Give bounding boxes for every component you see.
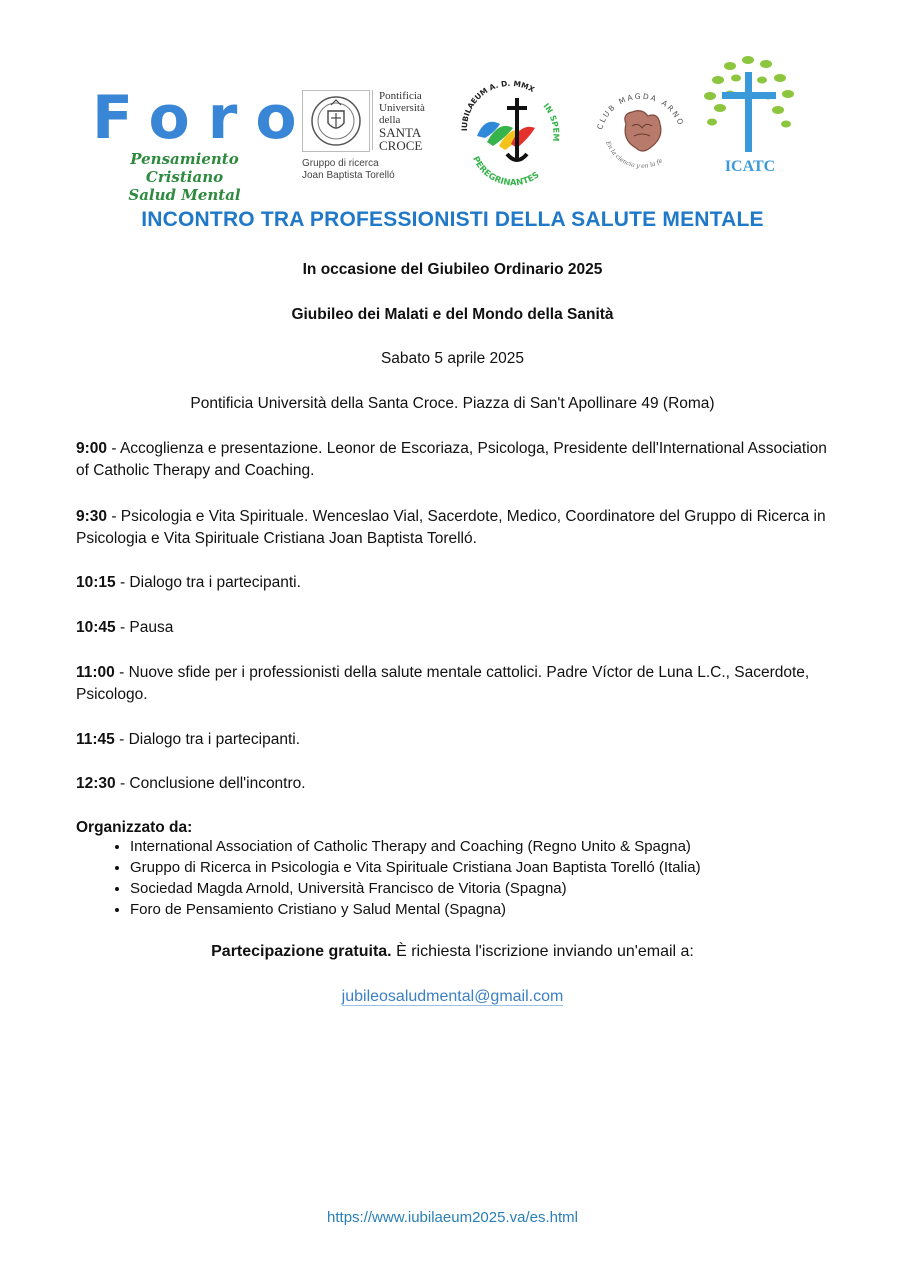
event-venue: Pontificia Università della Santa Croce. Piazza di San't Apollinare 49 (Roma) <box>190 395 715 412</box>
subtitle-jubilee: In occasione del Giubileo Ordinario 2025 <box>302 261 603 278</box>
svg-text:IN SPEM <box>541 102 560 142</box>
magda-heart-brain-icon <box>592 78 692 188</box>
jubilee-logo <box>455 76 565 186</box>
schedule-item <box>76 572 836 594</box>
schedule-time: 11:00 <box>76 664 115 681</box>
icatc-label: ICATC <box>724 158 776 175</box>
crest-seal-icon <box>303 91 369 151</box>
schedule-time: 9:00 <box>76 440 108 457</box>
santa-line-5: CROCE <box>379 138 423 153</box>
contact-email[interactable]: jubileosaludmental@gmail.com <box>341 988 564 1005</box>
santa-croce-logo <box>300 88 440 184</box>
list-item: • International Association of Catholic Therapy and Coaching (Regno Unito & Spagna) <box>130 836 870 857</box>
logos-row <box>0 50 905 204</box>
participation-note <box>0 943 905 961</box>
jubilee-arc-right: IN SPEM <box>541 101 561 142</box>
schedule-item <box>76 506 836 550</box>
event-date: Sabato 5 aprile 2025 <box>380 350 525 367</box>
santa-caption-1: Gruppo di ricerca <box>302 158 379 169</box>
jubilee-arc-bottom: PEREGRINANTES <box>470 154 542 186</box>
santa-croce-caption <box>302 158 442 182</box>
schedule-text: - Psicologia e Vita Spirituale. Wenceslao Vial, Sacerdote, Medico, Coordinatore del Gruppo di Ricerca in Psicologia e Vita Spirituale Cristiana Joan Baptista Torelló. <box>76 508 826 547</box>
subtitle-sick: Giubileo dei Malati e del Mondo della Sanità <box>291 306 614 323</box>
foro-logo-line1: Pensamiento Cristiano <box>130 150 239 186</box>
organizers-list <box>76 836 870 920</box>
schedule-text: - Conclusione dell'incontro. <box>115 775 306 792</box>
schedule-text: - Pausa <box>115 619 174 636</box>
schedule-time: 11:45 <box>76 731 115 748</box>
schedule-item <box>76 773 836 795</box>
foro-logo <box>92 83 315 204</box>
participation-rest: È richiesta l'iscrizione inviando un'email a: <box>391 943 694 960</box>
santa-croce-crest <box>302 90 370 152</box>
magda-arc-top: CLUB MAGDA ARNO <box>595 91 686 131</box>
schedule-text: - Accoglienza e presentazione. Leonor de Escoriaza, Psicologa, Presidente dell'International Association of Catholic Therapy and Coaching. <box>76 440 827 479</box>
santa-line-4: SANTA <box>379 125 422 140</box>
schedule-text: - Nuove sfide per i professionisti della salute mentale cattolici. Padre Víctor de Luna L.C., Sacerdote, Psicologo. <box>76 664 810 703</box>
santa-line-3: della <box>379 114 401 126</box>
schedule-item <box>76 662 836 706</box>
foro-logo-line2: Salud Mental <box>128 186 241 204</box>
santa-caption-2: Joan Baptista Torelló <box>302 170 395 181</box>
contact-email-link[interactable] <box>0 988 905 1006</box>
schedule-time: 12:30 <box>76 775 116 792</box>
santa-line-1: Pontificia <box>379 90 422 102</box>
schedule-time: 9:30 <box>76 508 108 525</box>
icatc-logo <box>700 52 800 182</box>
schedule-item <box>76 617 836 639</box>
page-title: INCONTRO TRA PROFESSIONISTI DELLA SALUTE MENTALE <box>141 208 764 231</box>
schedule-text: - Dialogo tra i partecipanti. <box>115 574 301 591</box>
magda-arc-bottom: En la ciencia y en la fe <box>604 140 664 170</box>
svg-text:PEREGRINANTES <box>470 155 541 186</box>
list-item: • Gruppo di Ricerca in Psicologia e Vita Spirituale Cristiana Joan Baptista Torelló (Italia) <box>130 857 870 878</box>
schedule-time: 10:15 <box>76 574 116 591</box>
magda-arnold-logo <box>592 78 692 188</box>
organizers-heading: Organizzato da: <box>76 819 193 836</box>
icatc-tree-cross-icon <box>700 52 800 162</box>
jubilee-arc-top: IUBILAEUM A. D. MMX <box>459 78 537 132</box>
participation-bold: Partecipazione gratuita. <box>211 943 392 960</box>
schedule-item <box>76 729 836 751</box>
jubilee-pilgrims-icon <box>455 76 565 186</box>
list-item: • Foro de Pensamiento Cristiano y Salud Mental (Spagna) <box>130 899 870 920</box>
santa-croce-text <box>372 90 445 153</box>
santa-line-2: Università <box>379 102 425 114</box>
schedule-item <box>76 438 836 482</box>
foro-logo-wordmark: Foro <box>92 83 315 153</box>
schedule-time: 10:45 <box>76 619 116 636</box>
schedule-text: - Dialogo tra i partecipanti. <box>114 731 301 748</box>
list-item: • Sociedad Magda Arnold, Università Francisco de Vitoria (Spagna) <box>130 878 870 899</box>
footer-url-link[interactable]: https://www.iubilaeum2025.va/es.html <box>327 1209 578 1226</box>
